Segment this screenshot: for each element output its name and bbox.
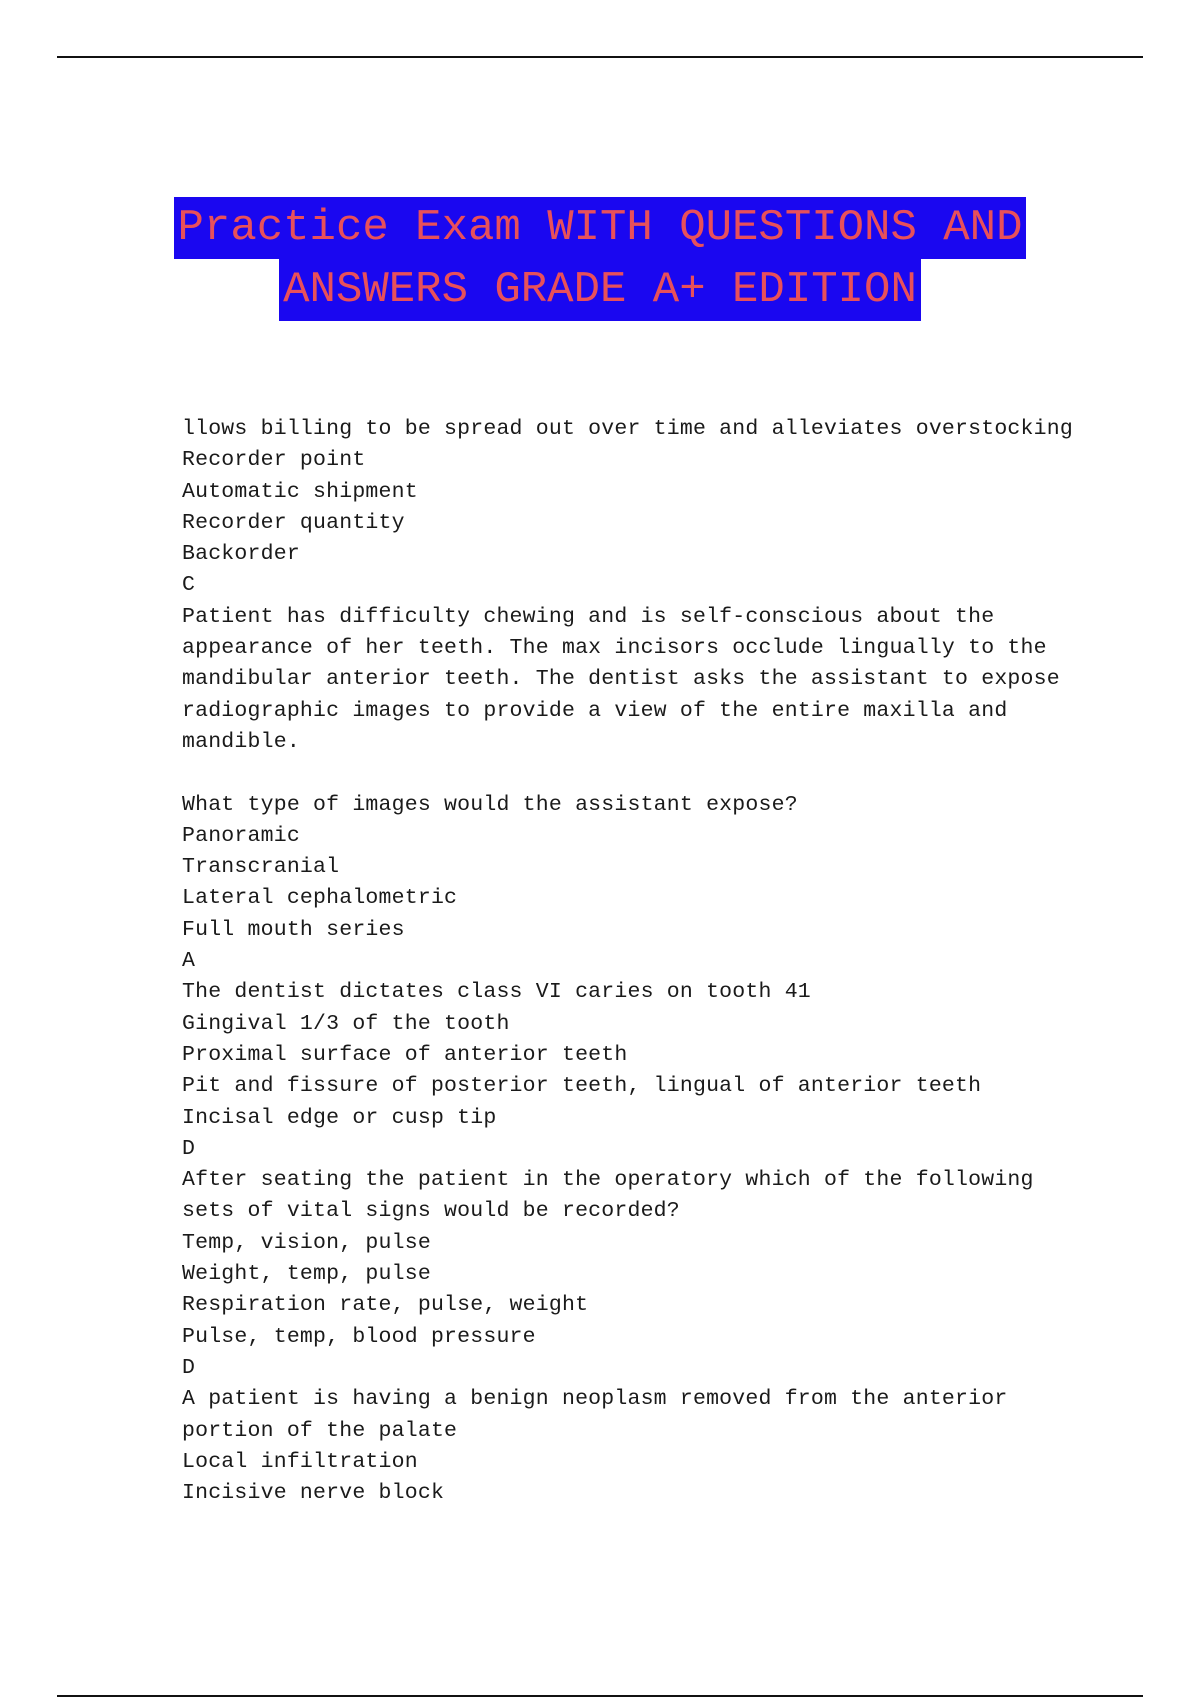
text-line: The dentist dictates class VI caries on tooth 41 [182, 980, 811, 1005]
text-line: sets of vital signs would be recorded? [182, 1199, 680, 1224]
text-line: Pulse, temp, blood pressure [182, 1324, 536, 1349]
text-line: Temp, vision, pulse [182, 1230, 431, 1255]
text-line: Incisive nerve block [182, 1481, 445, 1506]
text-line: What type of images would the assistant expose? [182, 792, 798, 817]
top-rule [57, 56, 1143, 58]
title-line-2: ANSWERS GRADE A+ EDITION [279, 259, 921, 321]
text-line: mandibular anterior teeth. The dentist asks the assistant to expose [182, 667, 1060, 692]
text-line: Proximal surface of anterior teeth [182, 1042, 628, 1067]
document-body [182, 414, 1073, 1509]
text-line: Incisal edge or cusp tip [182, 1105, 497, 1130]
text-line: mandible. [182, 729, 300, 754]
text-line: Recorder quantity [182, 510, 405, 535]
text-line: llows billing to be spread out over time and alleviates overstocking [182, 417, 1073, 441]
blank-line [182, 758, 1062, 789]
text-line: Full mouth series [182, 917, 405, 942]
text-line: Local infiltration [182, 1449, 418, 1474]
bottom-rule [57, 1695, 1143, 1697]
text-line: A patient is having a benign neoplasm removed from the anterior [182, 1387, 1008, 1412]
text-line: portion of the palate [182, 1418, 458, 1443]
text-line: Pit and fissure of posterior teeth, lingual of anterior teeth [182, 1074, 982, 1099]
text-line: radiographic images to provide a view of the entire maxilla and [182, 698, 1008, 723]
text-line: Automatic shipment [182, 479, 418, 504]
text-line: Backorder [182, 542, 300, 567]
text-line: D [182, 1355, 196, 1380]
text-line: Panoramic [182, 823, 300, 848]
document-title [0, 197, 1200, 321]
text-line: appearance of her teeth. The max incisors occlude lingually to the [182, 636, 1047, 661]
title-line-1: Practice Exam WITH QUESTIONS AND [174, 197, 1027, 259]
text-line: D [182, 1136, 196, 1161]
text-line: Transcranial [182, 855, 340, 880]
text-line: Recorder point [182, 448, 366, 473]
text-line: After seating the patient in the operatory which of the following [182, 1168, 1034, 1193]
text-line: Weight, temp, pulse [182, 1262, 431, 1287]
text-line: Gingival 1/3 of the tooth [182, 1011, 510, 1036]
text-line: Patient has difficulty chewing and is self-conscious about the [182, 604, 995, 629]
text-line: A [182, 949, 196, 974]
text-line: C [182, 573, 196, 598]
text-line: Respiration rate, pulse, weight [182, 1293, 589, 1318]
text-line: Lateral cephalometric [182, 886, 458, 911]
